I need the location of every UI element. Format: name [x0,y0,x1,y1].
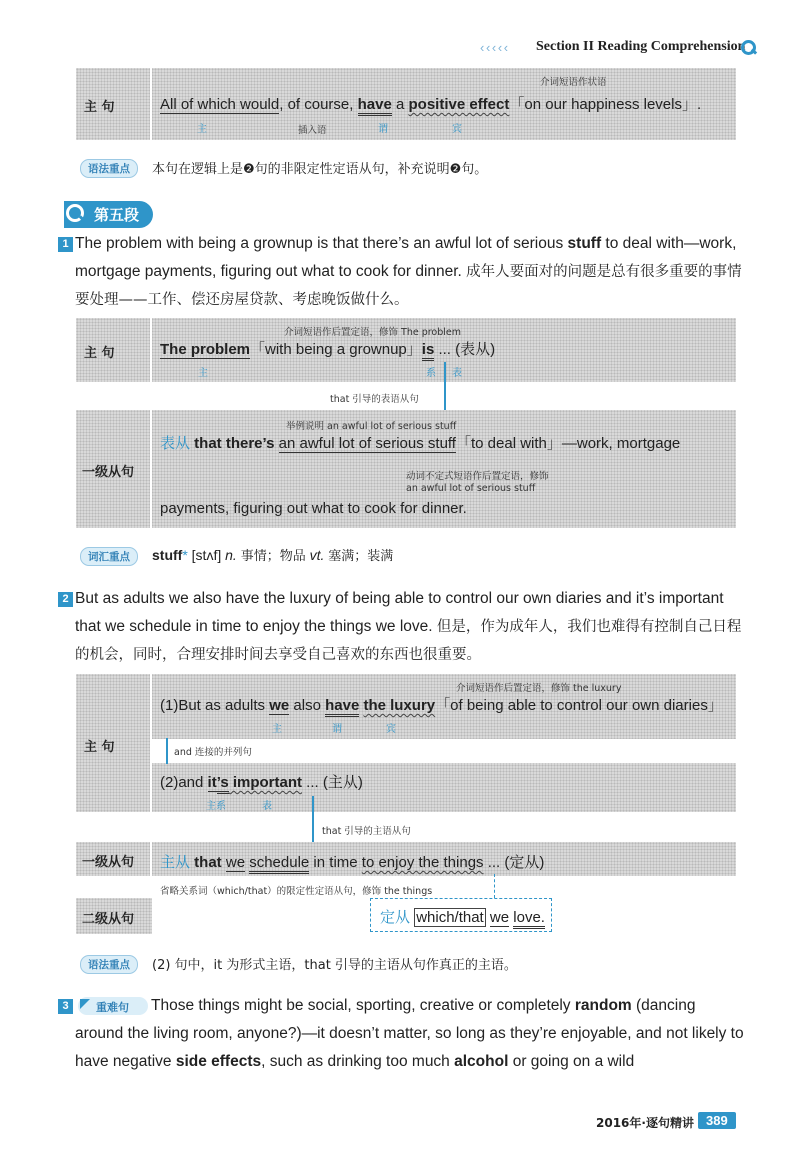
para-number-3: 3 [58,999,73,1014]
paragraph-2: But as adults we also have the luxury of being able to control our own diaries and it’s important that we schedule in time to enjoy the things we love. 但是，作为成年人，我们也难得有控制自己日程的机会，同时，合理安排时间去享受自己喜欢的东西也很重要。 [75,590,742,663]
box1-main-sentence: The problem「with being a grownup」is ... (表从) [160,338,495,359]
grammar-text-2: (2) 句中，it 为形式主语，that 引导的主语从句作真正的主语。 [152,958,517,973]
para-number-2: 2 [58,592,73,607]
tag-subject-link: 主系 [206,801,226,812]
box1-label-main: 主 句 [84,346,115,361]
para-number-1: 1 [58,237,73,252]
box2-and-note: and 连接的并列句 [174,747,252,758]
box2-line2: (2)and it’s important ... (主从) [160,771,363,792]
tag-subject: 主 [198,368,208,379]
box1-main-note: 介词短语作后置定语，修饰 The problem [284,327,462,338]
header-title: Section II Reading Comprehension [536,39,746,54]
tag-object: 宾 [386,724,396,735]
vocab-badge: 词汇重点 [80,547,138,566]
tag-subject: 主 [197,124,207,135]
difficult-sentence-flag: 重难句 [96,1001,129,1014]
magnifier-icon [66,204,84,222]
tag-predicate: 谓 [332,724,342,735]
tag-object: 宾 [452,124,462,135]
vocab-entry: stuff* [stʌf] n. 事情；物品 vt. 塞满；装满 [152,547,394,564]
box0-note: 介词短语作状语 [540,77,607,88]
box1-label-sub: 一级从句 [82,465,135,480]
box2-label-main: 主 句 [84,740,115,755]
header-arrows: ‹ ‹ ‹ ‹ ‹ [480,40,508,55]
box1-mid-note: that 引导的表语从句 [330,394,419,405]
box2-sub2: 定从 which/that we love. [380,906,545,927]
box1-sub-note2a: 动词不定式短语作后置定语，修饰 [406,471,549,482]
box2-label-sub1: 一级从句 [82,855,135,870]
paragraph-3: Those things might be social, sporting, creative or completely random (dancing around the living room, anyone?)—it doesn’t matter, so long as they’re enjoyable, and not likely to have negative side effects, such as drinking too much alcohol or going on a wild [75,997,744,1070]
box2-omit-note: 省略关系词（which/that）的限定性定语从句，修饰 the things [160,886,433,897]
box2-that-note: that 引导的主语从句 [322,826,411,837]
footer-text: 2016年·逐句精讲 [596,1116,694,1130]
box2-line1: (1)But as adults we also have the luxury「of being able to control our own diaries」 [160,694,723,715]
box2-sub1: 主从 that we schedule in time to enjoy the things ... (定从) [160,851,544,872]
box0-label: 主 句 [84,100,115,115]
paragraph-1: The problem with being a grownup is that there’s an awful lot of serious stuff to deal with—work, mortgage payments, figuring out what to cook for dinner. 成年人要面对的问题是总有很多重要的事情要处理——工作、偿还房屋贷款、考虑晚饭做什么。 [75,235,742,308]
grammar-badge-2: 语法重点 [80,955,138,974]
box1-sub-note2b: an awful lot of serious stuff [406,483,536,494]
tag-predicate: 表 [262,801,272,812]
tag-predicate: 表 [452,368,462,379]
grammar-text-0: 本句在逻辑上是❷句的非限定性定语从句，补充说明❷句。 [152,162,488,177]
box2-label-sub2: 二级从句 [82,912,135,927]
grammar-badge-0: 语法重点 [80,159,138,178]
tag-predicate: 谓 [378,124,388,135]
section-title: 第五段 [64,201,153,228]
tag-link: 系 [426,368,436,379]
box1-sub-sentence: 表从 that there’s an awful lot of serious stuff「to deal with」—work, mortgage [160,435,681,452]
magnifier-icon [741,40,756,55]
tag-insert: 插入语 [298,125,327,136]
box1-sub-note1: 举例说明 an awful lot of serious stuff [286,421,457,432]
box1-sub-sentence-cont: payments, figuring out what to cook for dinner. [160,500,467,517]
tag-subject: 主 [272,724,282,735]
page-number: 389 [698,1112,736,1129]
box0-sentence: All of which would, of course, have a positive effect「on our happiness levels」. [160,93,701,114]
box2-note-top: 介词短语作后置定语，修饰 the luxury [456,683,622,694]
